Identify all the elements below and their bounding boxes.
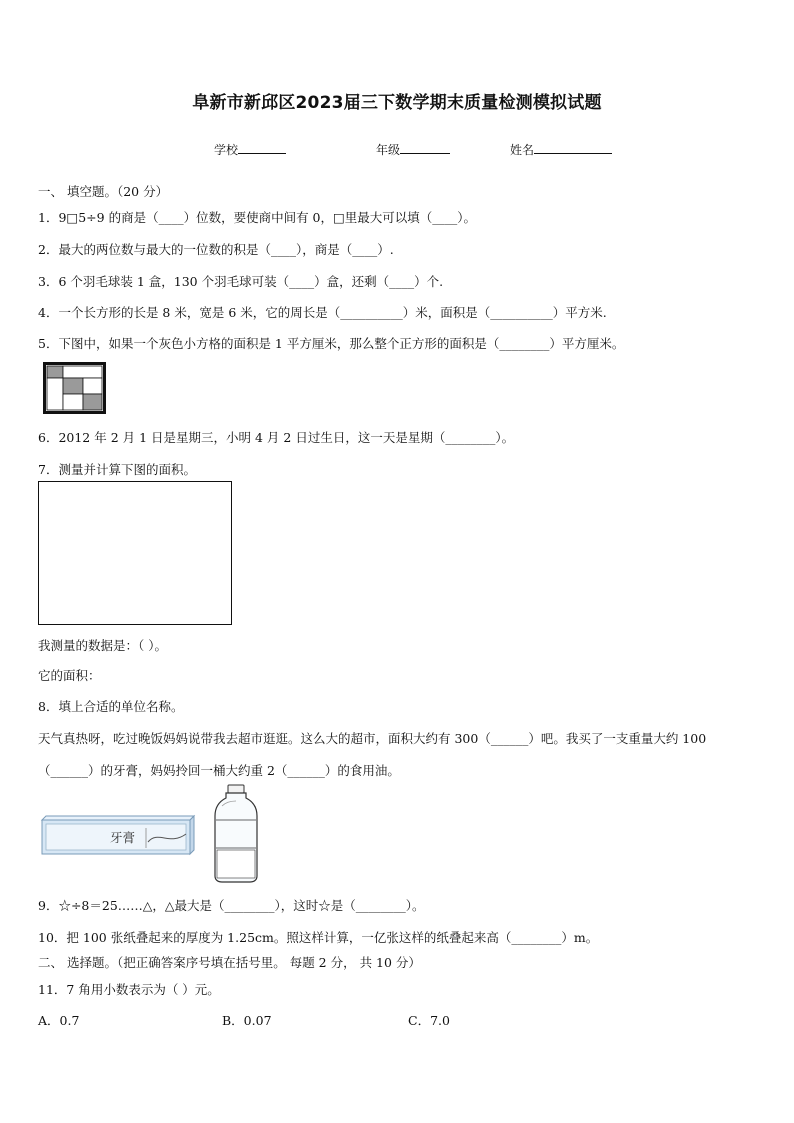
question-6: 6．2012 年 2 月 1 日是星期三，小明 4 月 2 日过生日，这一天是星期（________）。 (38, 430, 515, 445)
question-4: 4．一个长方形的长是 8 米，宽是 6 米，它的周长是（__________）米，面积是（__________）平方米. (38, 305, 607, 320)
q11-option-b[interactable]: B．0.07 (222, 1013, 272, 1028)
question-5: 5．下图中，如果一个灰色小方格的面积是 1 平方厘米，那么整个正方形的面积是（________）平方厘米。 (38, 336, 625, 351)
question-11: 11．7 角用小数表示为（ ）元。 (38, 982, 220, 997)
question-2: 2．最大的两位数与最大的一位数的积是（____），商是（____）. (38, 242, 394, 257)
question-1: 1．9□5÷9 的商是（____）位数，要使商中间有 0，□里最大可以填（____）。 (38, 210, 477, 225)
question-8-line-1: 天气真热呀，吃过晚饭妈妈说带我去超市逛逛。这么大的超市，面积大约有 300（______）吧。我买了一支重量大约 100 (38, 731, 707, 746)
question-8: 8．填上合适的单位名称。 (38, 699, 184, 714)
section-1-heading: 一、 填空题。（20 分） (38, 184, 169, 199)
grade-blank[interactable] (400, 141, 450, 154)
school-blank[interactable] (238, 141, 286, 154)
question-7: 7．测量并计算下图的面积。 (38, 462, 196, 477)
question-9: 9．☆÷8＝25……△，△最大是（________），这时☆是（________）。 (38, 898, 425, 913)
school-field (214, 141, 286, 158)
question-8-line-2: （______）的牙膏，妈妈拎回一桶大约重 2（______）的食用油。 (38, 763, 400, 778)
school-label: 学校 (214, 143, 239, 157)
grade-label: 年级 (376, 143, 401, 157)
name-blank[interactable] (534, 141, 612, 154)
question-10: 10．把 100 张纸叠起来的厚度为 1.25cm。照这样计算，一亿张这样的纸叠起来高（________）m。 (38, 930, 599, 945)
measure-rectangle (38, 481, 233, 626)
question-3: 3．6 个羽毛球装 1 盒，130 个羽毛球可装（____）盒，还剩（____）个. (38, 274, 444, 289)
q11-option-a[interactable]: A．0.7 (38, 1013, 80, 1028)
toothpaste-label: 牙膏 (110, 830, 136, 845)
grade-field (376, 141, 450, 158)
name-label: 姓名 (510, 143, 535, 157)
name-field (510, 141, 612, 158)
question-7-measure: 我测量的数据是：（ ）。 (38, 638, 167, 653)
oil-bottle-illustration (212, 784, 260, 884)
section-2-heading: 二、 选择题。（把正确答案序号填在括号里。 每题 2 分， 共 10 分） (38, 955, 421, 970)
grid-square-figure (43, 362, 107, 414)
q11-option-c[interactable]: C．7.0 (408, 1013, 450, 1028)
question-7-area: 它的面积： (38, 668, 101, 683)
page-title: 阜新市新邱区2023届三下数学期末质量检测模拟试题 (192, 93, 602, 113)
